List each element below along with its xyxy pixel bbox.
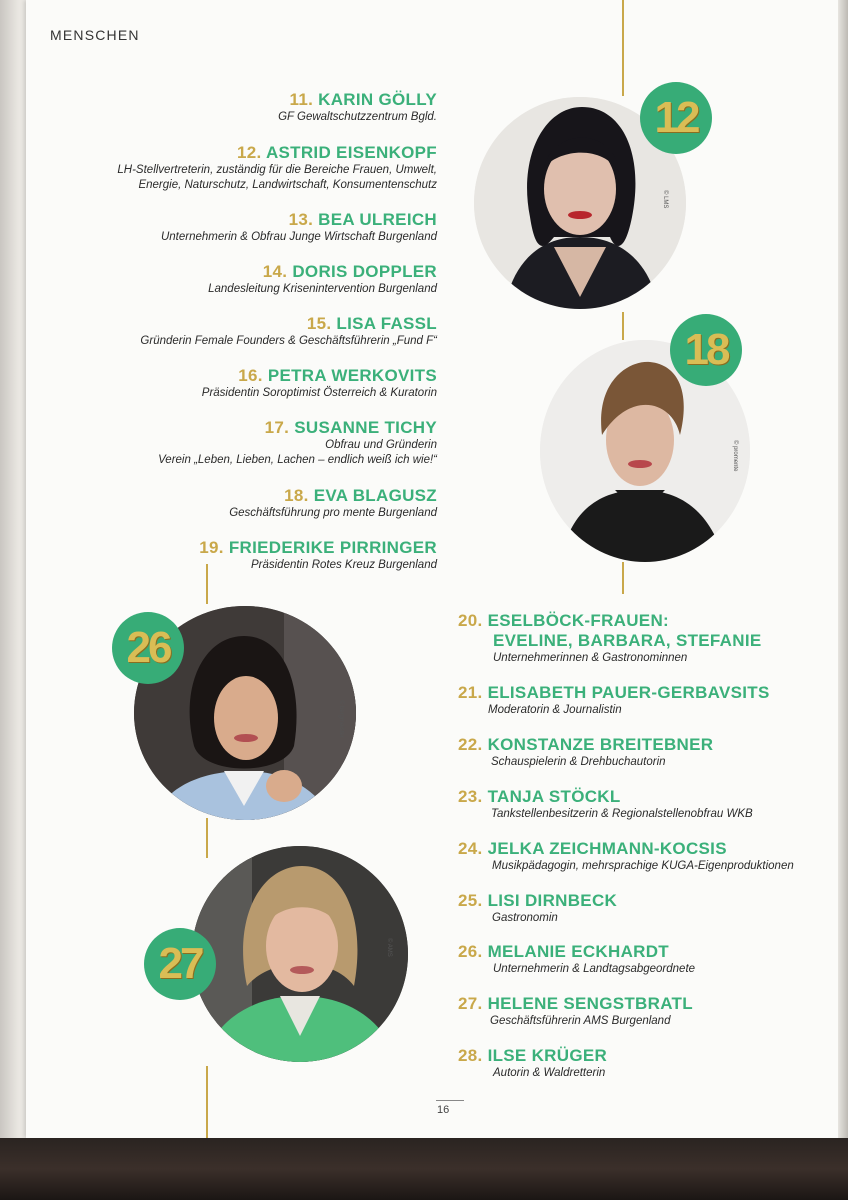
number-badge-18: 18 (670, 314, 742, 386)
entry-22: 22. KONSTANZE BREITEBNER Schauspielerin & Drehbuchautorin (458, 735, 714, 768)
scan-right-edge (838, 0, 848, 1140)
portrait-photo-27 (192, 846, 408, 1062)
page-number: 16 (437, 1104, 450, 1116)
number-badge-12: 12 (640, 82, 712, 154)
entry-16: 16. PETRA WERKOVITS Präsidentin Soroptimist Österreich & Kuratorin (201, 366, 437, 399)
entry-12: 12. ASTRID EISENKOPF LH-Stellvertreterin, zuständig für die Bereiche Frauen, Umwelt, Energie, Naturschutz, Landwirtschaft, Konsumentenschutz (117, 143, 437, 191)
gold-divider-top (622, 0, 624, 96)
entry-20: 20. ESELBÖCK-FRAUEN: EVELINE, BARBARA, STEFANIE Unternehmerinnen & Gastronominnen (458, 611, 762, 664)
section-header: MENSCHEN (50, 27, 140, 43)
photo-credit-18: © promente (732, 440, 738, 472)
scan-background (0, 1138, 848, 1200)
gold-divider-mid (622, 312, 624, 340)
entry-19: 19. FRIEDERIKE PIRRINGER Präsidentin Rotes Kreuz Burgenland (199, 538, 437, 571)
number-badge-27: 27 (144, 928, 216, 1000)
photo-credit-26: © bergmeister (338, 700, 344, 738)
entry-23: 23. TANJA STÖCKL Tankstellenbesitzerin & Regionalstellenobfrau WKB (458, 787, 753, 820)
entry-28: 28. ILSE KRÜGER Autorin & Waldretterin (458, 1046, 608, 1079)
gold-divider-lower (622, 562, 624, 594)
gold-divider-left-mid (206, 818, 208, 858)
page-number-rule (436, 1100, 464, 1101)
entry-24: 24. JELKA ZEICHMANN-KOCSIS Musikpädagogin, mehrsprachige KUGA-Eigenproduktionen (458, 839, 794, 872)
entry-27: 27. HELENE SENGSTBRATL Geschäftsführerin AMS Burgenland (458, 994, 693, 1027)
number-badge-26: 26 (112, 612, 184, 684)
photo-credit-27: © AMS (386, 938, 392, 957)
entry-26: 26. MELANIE ECKHARDT Unternehmerin & Landtagsabgeordnete (458, 942, 696, 975)
entry-21: 21. ELISABETH PAUER-GERBAVSITS Moderatorin & Journalistin (458, 683, 770, 716)
gold-divider-left-bottom (206, 1066, 208, 1138)
entry-25: 25. LISI DIRNBECK Gastronomin (458, 891, 618, 924)
entry-13: 13. BEA ULREICH Unternehmerin & Obfrau Junge Wirtschaft Burgenland (160, 210, 437, 243)
entry-15: 15. LISA FASSL Gründerin Female Founders & Geschäftsführerin „Fund F“ (140, 314, 437, 347)
entry-14: 14. DORIS DOPPLER Landesleitung Krisenintervention Burgenland (208, 262, 437, 295)
entry-18: 18. EVA BLAGUSZ Geschäftsführung pro mente Burgenland (229, 486, 437, 519)
entry-11: 11. KARIN GÖLLY GF Gewaltschutzzentrum Bgld. (278, 90, 437, 123)
photo-credit-12: © LMS (662, 190, 668, 209)
entry-17: 17. SUSANNE TICHY Obfrau und Gründerin Verein „Leben, Lieben, Lachen – endlich weiß ich wie!“ (158, 418, 437, 466)
